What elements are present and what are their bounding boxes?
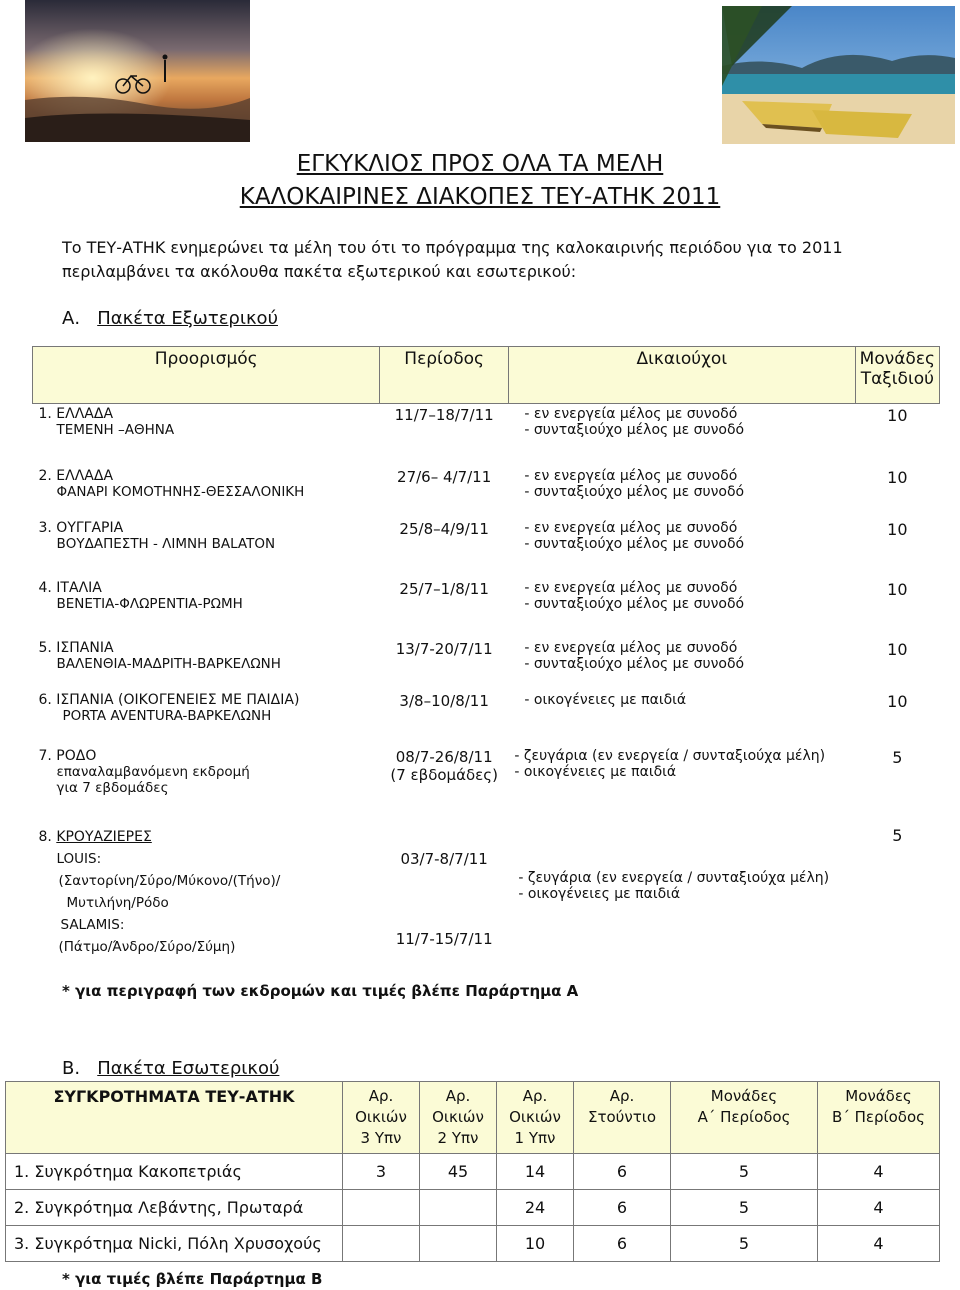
cell: 6 <box>574 1226 671 1262</box>
section-b-letter: Β. <box>62 1058 81 1079</box>
col-houses-1bed: Αρ. Οικιών 1 Υπν <box>497 1082 574 1154</box>
cell: 24 <box>497 1190 574 1226</box>
table-a-header-row <box>33 347 940 404</box>
cell <box>420 1226 497 1262</box>
col-eligible: Δικαιούχοι <box>508 347 855 404</box>
destination-cell: 8. ΚΡΟΥΑΖΙΕΡΕΣ LOUIS: (Σαντορίνη/Σύρο/Μύκονο/(Τήνο)/ Μυτιλήνη/Ρόδο SALAMIS: (Πάτμο/Άνδρο/Σύρο/Σύμη) <box>38 828 281 955</box>
table-row <box>6 1190 940 1226</box>
section-a-letter: Α. <box>62 308 81 329</box>
table-row <box>33 518 940 578</box>
eligible-cell: - εν ενεργεία μέλος με συνοδό - συνταξιούχο μέλος με συνοδό <box>524 406 745 438</box>
col-units: Μονάδες Ταξιδιού <box>855 347 939 404</box>
section-b-title: Πακέτα Εσωτερικού <box>97 1058 280 1079</box>
period-cell: 27/6– 4/7/11 <box>397 467 492 486</box>
units-cell: 10 <box>887 519 908 539</box>
destination-cell: 5. ΙΣΠΑΝΙΑ ΒΑΛΕΝΘΙΑ-ΜΑΔΡΙΤΗ-ΒΑΡΚΕΛΩΝΗ <box>38 639 281 672</box>
units-cell: 5 <box>892 825 903 845</box>
section-a-title: Πακέτα Εξωτερικού <box>97 308 278 329</box>
table-row <box>33 824 940 960</box>
eligible-cell: - εν ενεργεία μέλος με συνοδό - συνταξιούχο μέλος με συνοδό <box>524 467 745 500</box>
complex-name: 1. Συγκρότημα Κακοπετριάς <box>6 1154 343 1190</box>
eligible-cell: - εν ενεργεία μέλος με συνοδό - συνταξιούχο μέλος με συνοδό <box>524 519 745 552</box>
cell: 3 <box>343 1154 420 1190</box>
note-appendix-b: * για τιμές βλέπε Παράρτημα Β <box>62 1270 323 1288</box>
cell: 5 <box>671 1190 818 1226</box>
destination-cell: 1. ΕΛΛΑΔΑ ΤΕΜΕΝΗ –ΑΘΗΝΑ <box>38 406 175 438</box>
complex-name: 3. Συγκρότημα Nicki, Πόλη Χρυσοχούς <box>6 1226 343 1262</box>
domestic-packages-table <box>5 1081 940 1262</box>
units-cell: 10 <box>887 467 908 487</box>
destination-cell: 4. ΙΤΑΛΙΑ ΒΕΝΕΤΙΑ-ΦΛΩΡΕΝΤΙΑ-ΡΩΜΗ <box>38 579 243 612</box>
eligible-cell: - ζευγάρια (εν ενεργεία / συνταξιούχα μέλη) - οικογένειες με παιδιά <box>514 747 826 780</box>
destination-cell: 6. ΙΣΠΑΝΙΑ (ΟΙΚΟΓΕΝΕΙΕΣ ΜΕ ΠΑΙΔΙΑ) PORTA AVENTURA-ΒΑΡΚΕΛΩΝΗ <box>38 691 300 724</box>
period-cell: 08/7-26/8/11 (7 εβδομάδες) <box>390 747 498 784</box>
beach-boats-photo <box>722 6 955 144</box>
table-row <box>6 1226 940 1262</box>
table-row <box>33 690 940 746</box>
complex-name: 2. Συγκρότημα Λεβάντης, Πρωταρά <box>6 1190 343 1226</box>
sunset-beach-photo <box>25 0 250 142</box>
table-row <box>33 404 940 466</box>
cell: 14 <box>497 1154 574 1190</box>
units-cell: 10 <box>887 691 908 711</box>
eligible-cell: - εν ενεργεία μέλος με συνοδό - συνταξιούχο μέλος με συνοδό <box>524 639 745 672</box>
abroad-packages-table <box>32 346 940 960</box>
col-studios: Αρ. Στούντιο <box>574 1082 671 1154</box>
cell: 4 <box>818 1226 940 1262</box>
cell <box>343 1190 420 1226</box>
col-units-period-a: Μονάδες Α΄ Περίοδος <box>671 1082 818 1154</box>
cell: 10 <box>497 1226 574 1262</box>
col-houses-3bed: Αρ. Οικιών 3 Υπν <box>343 1082 420 1154</box>
period-cell: 25/8–4/9/11 <box>399 519 489 538</box>
destination-cell: 7. ΡΟΔΟ επαναλαμβανόμενη εκδρομή για 7 εβδομάδες <box>38 747 250 796</box>
eligible-cell: - οικογένειες με παιδιά <box>524 691 687 708</box>
note-appendix-a: * για περιγραφή των εκδρομών και τιμές βλέπε Παράρτημα Α <box>62 982 579 1000</box>
eligible-cell: - εν ενεργεία μέλος με συνοδό - συνταξιούχο μέλος με συνοδό <box>524 579 745 612</box>
period-cell: 11/7–18/7/11 <box>394 406 494 424</box>
col-houses-2bed: Αρ. Οικιών 2 Υπν <box>420 1082 497 1154</box>
col-units-period-b: Μονάδες Β΄ Περίοδος <box>818 1082 940 1154</box>
units-cell: 5 <box>892 747 903 767</box>
table-b-header-row <box>6 1082 940 1154</box>
cell: 6 <box>574 1154 671 1190</box>
units-cell: 10 <box>887 406 908 425</box>
eligible-cell: - ζευγάρια (εν ενεργεία / συνταξιούχα μέλη) - οικογένειες με παιδιά <box>518 869 830 902</box>
cell <box>420 1190 497 1226</box>
section-b-heading <box>62 1058 279 1079</box>
destination-cell: 2. ΕΛΛΑΔΑ ΦΑΝΑΡΙ ΚΟΜΟΤΗΝΗΣ-ΘΕΣΣΑΛΟΝΙΚΗ <box>38 467 305 500</box>
table-row <box>33 578 940 638</box>
units-cell: 10 <box>887 639 908 659</box>
cell: 4 <box>818 1154 940 1190</box>
cell: 45 <box>420 1154 497 1190</box>
cell: 5 <box>671 1154 818 1190</box>
intro-paragraph: Το ΤΕΥ-ΑΤΗΚ ενημερώνει τα μέλη του ότι το πρόγραμμα της καλοκαιρινής περιόδου για το 2011 περιλαμβάνει τα ακόλουθα πακέτα εξωτερικού και εσωτερικού: <box>62 238 843 281</box>
col-destination: Προορισμός <box>33 347 380 404</box>
cell <box>343 1226 420 1262</box>
period-cell: 3/8–10/8/11 <box>399 691 489 710</box>
cell: 5 <box>671 1226 818 1262</box>
table-row <box>33 638 940 690</box>
period-cell: 13/7-20/7/11 <box>395 639 493 658</box>
table-row <box>33 746 940 824</box>
cell: 4 <box>818 1190 940 1226</box>
cell: 6 <box>574 1190 671 1226</box>
circular-title: ΕΓΚΥΚΛΙΟΣ ΠΡΟΣ ΟΛΑ ΤΑ ΜΕΛΗ <box>296 151 664 177</box>
destination-cell: 3. ΟΥΓΓΑΡΙΑ ΒΟΥΔΑΠΕΣΤΗ - ΛΙΜΝΗ BALATON <box>38 519 276 552</box>
col-complexes: ΣΥΓΚΡΟΤΗΜΑΤΑ ΤΕΥ-ΑΤΗΚ <box>6 1082 343 1154</box>
circular-subtitle: ΚΑΛΟΚΑΙΡΙΝΕΣ ΔΙΑΚΟΠΕΣ ΤΕΥ-ΑΤΗΚ 2011 <box>239 184 721 210</box>
units-cell: 10 <box>887 579 908 599</box>
table-row <box>6 1154 940 1190</box>
table-row <box>33 466 940 518</box>
section-a-heading <box>62 308 278 329</box>
col-period: Περίοδος <box>380 347 509 404</box>
period-cell: 25/7–1/8/11 <box>399 579 489 598</box>
period-cell: 03/7-8/7/11 11/7-15/7/11 <box>395 849 493 948</box>
